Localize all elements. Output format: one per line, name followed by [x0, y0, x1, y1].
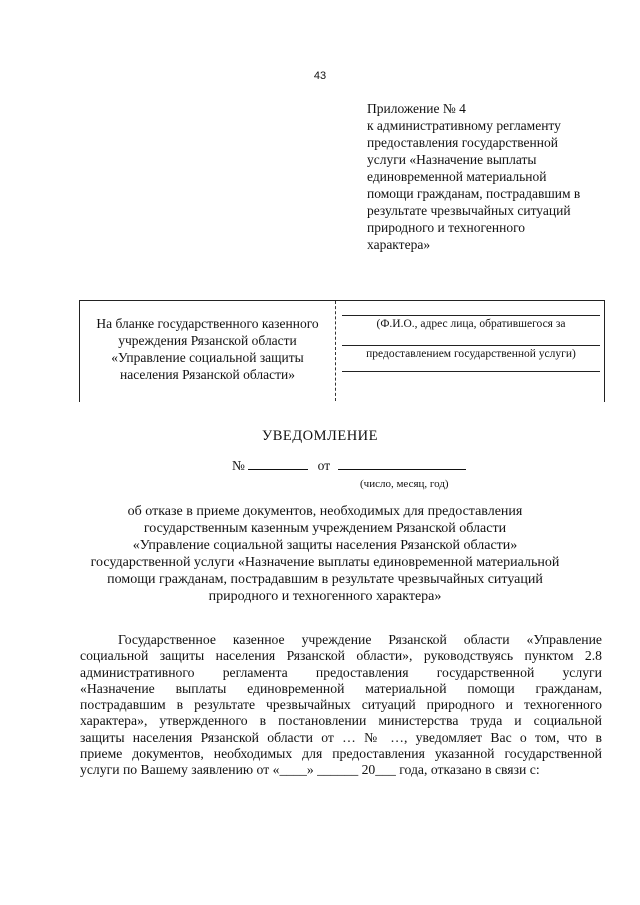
- recipient-blank-line: [342, 371, 600, 372]
- body-line: Государственное казенное учреждение Рязанской области «Управление: [118, 632, 602, 647]
- from-label: от: [317, 458, 331, 473]
- body-line: пострадавшим в результате чрезвычайных ситуаций природного и техногенного: [80, 697, 602, 713]
- recipient-hint-1: (Ф.И.О., адрес лица, обратившегося за: [376, 318, 566, 330]
- letterhead-cell: [80, 315, 335, 383]
- subject-line: об отказе в приеме документов, необходимых для предоставления: [127, 504, 523, 519]
- body-line: защиты населения Рязанской области от … № …, уведомляет Вас о том, что в: [80, 729, 602, 745]
- number-blank: [248, 457, 308, 470]
- body-line: социальной защиты населения Рязанской области», руководствуясь пунктом 2.8: [80, 648, 602, 664]
- number-label: №: [232, 458, 245, 473]
- appendix-line: характера»: [367, 237, 431, 252]
- body-line: приеме документов, необходимых для предоставления указанной государственной: [80, 746, 602, 762]
- number-date-line: [232, 457, 466, 474]
- notice-subject: [60, 503, 590, 605]
- subject-line: «Управление социальной защиты населения Рязанской области»: [132, 538, 518, 553]
- recipient-hint-2: предоставлением государственной услуги): [366, 348, 576, 360]
- letterhead-line: На бланке государственного казенного: [96, 316, 319, 331]
- appendix-line: предоставления государственной: [367, 135, 558, 150]
- subject-line: природного и техногенного характера»: [208, 589, 442, 604]
- body-line: характера», утвержденного в постановлении министерства труда и социальной: [80, 713, 602, 729]
- appendix-line: услуги «Назначение выплаты: [367, 152, 537, 167]
- letterhead-line: «Управление социальной защиты: [111, 350, 304, 365]
- appendix-line: Приложение № 4: [367, 101, 466, 116]
- subject-line: государственным казенным учреждением Рязанской области: [143, 521, 507, 536]
- document-title: УВЕДОМЛЕНИЕ: [261, 428, 379, 444]
- letterhead-line: населения Рязанской области»: [120, 367, 295, 382]
- body-line: административного регламента предоставления государственной услуги: [80, 664, 602, 680]
- appendix-header: [367, 100, 607, 253]
- recipient-blank-line: [342, 315, 600, 316]
- appendix-line: единовременной материальной: [367, 169, 547, 184]
- table-divider: [335, 301, 336, 401]
- recipient-blank-line: [342, 345, 600, 346]
- body-line: услуги по Вашему заявлению от «____» ______ 20___ года, отказано в связи с:: [80, 762, 540, 778]
- appendix-line: природного и техногенного: [367, 220, 526, 235]
- body-paragraph: [80, 632, 602, 779]
- subject-line: государственной услуги «Назначение выплаты единовременной материальной: [90, 555, 560, 570]
- date-hint: (число, месяц, год): [360, 478, 449, 490]
- body-line: «Назначение выплаты единовременной материальной помощи гражданам,: [80, 680, 602, 696]
- letterhead-line: учреждения Рязанской области: [118, 333, 297, 348]
- letterhead-table: [79, 300, 605, 402]
- appendix-line: к административному регламенту: [367, 118, 561, 133]
- subject-line: помощи гражданам, пострадавшим в результате чрезвычайных ситуаций: [107, 572, 543, 587]
- appendix-line: помощи гражданам, пострадавшим в: [367, 186, 581, 201]
- appendix-line: результате чрезвычайных ситуаций: [367, 203, 571, 218]
- date-blank: [338, 457, 466, 470]
- page-number: 43: [313, 70, 327, 82]
